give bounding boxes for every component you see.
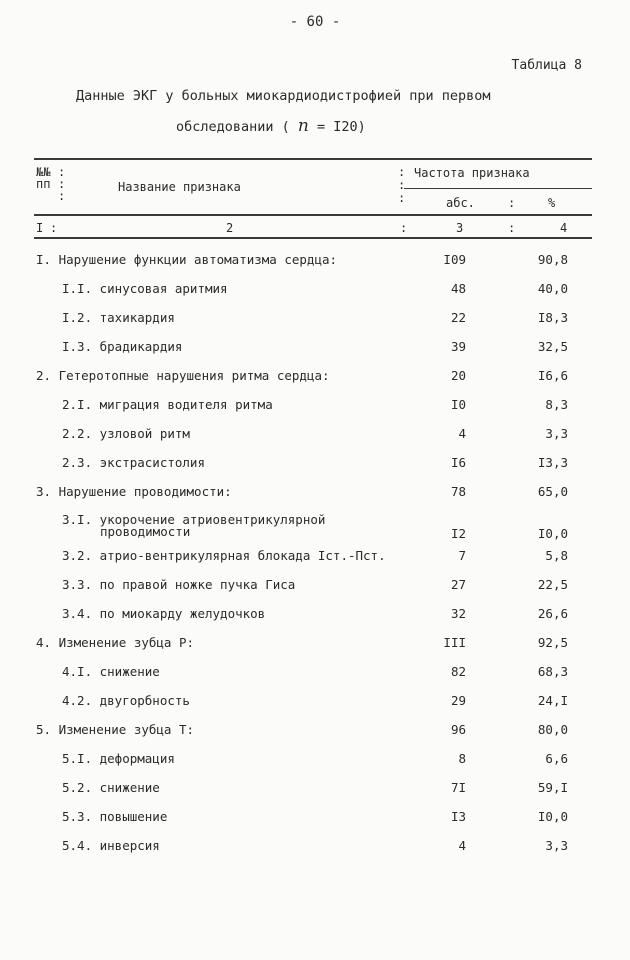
row-label: 2.3. экстрасистолия bbox=[62, 455, 205, 470]
row-percent-value: 3,3 bbox=[545, 838, 568, 853]
row-percent-value: 6,6 bbox=[545, 751, 568, 766]
header-absolute: абс. bbox=[446, 196, 475, 210]
title-text: обследовании ( bbox=[176, 119, 298, 135]
row-percent-value: 26,6 bbox=[537, 606, 568, 621]
row-percent-value: I0,0 bbox=[537, 809, 568, 824]
row-absolute-value: 22 bbox=[450, 310, 466, 325]
row-percent-value: I0,0 bbox=[537, 526, 568, 541]
page-number: - 60 - bbox=[289, 14, 341, 30]
header-name: Название признака bbox=[118, 180, 241, 194]
row-absolute-value: 96 bbox=[450, 722, 466, 737]
row-label: 5.4. инверсия bbox=[62, 838, 160, 853]
row-label: 5. Изменение зубца Т: bbox=[36, 722, 195, 737]
header-number-line-2: пп bbox=[36, 177, 51, 191]
header-number-line-1: №№ bbox=[36, 165, 51, 179]
row-label: 5.I. деформация bbox=[62, 751, 175, 766]
row-percent-value: 90,8 bbox=[537, 252, 568, 267]
header-bottom-rule bbox=[34, 214, 592, 216]
row-label: 4.2. двугорбность bbox=[62, 693, 190, 708]
table-title-line-2 bbox=[176, 116, 366, 136]
row-absolute-value: I6 bbox=[450, 455, 466, 470]
row-percent-value: 65,0 bbox=[537, 484, 568, 499]
row-absolute-value: 7I bbox=[450, 780, 466, 795]
row-label: 2. Гетеротопные нарушения ритма сердца: bbox=[36, 368, 330, 383]
row-percent-value: I6,6 bbox=[537, 368, 568, 383]
column-number-1: I bbox=[36, 221, 44, 235]
row-percent-value: 5,8 bbox=[545, 548, 568, 563]
row-absolute-value: 27 bbox=[450, 577, 466, 592]
row-absolute-value: I09 bbox=[443, 252, 466, 267]
column-number-2: 2 bbox=[226, 221, 234, 235]
row-absolute-value: 29 bbox=[450, 693, 466, 708]
row-percent-value: 24,I bbox=[537, 693, 568, 708]
header-number-col bbox=[36, 166, 50, 190]
row-absolute-value: 32 bbox=[450, 606, 466, 621]
row-percent-value: 22,5 bbox=[537, 577, 568, 592]
row-label: 3. Нарушение проводимости: bbox=[36, 484, 232, 499]
row-absolute-value: I2 bbox=[450, 526, 466, 541]
header-colon: : : : bbox=[398, 165, 406, 205]
title-n-symbol: n bbox=[297, 116, 309, 136]
row-label: I.2. тахикардия bbox=[62, 310, 175, 325]
column-number-4: 4 bbox=[560, 221, 568, 235]
row-absolute-value: 8 bbox=[458, 751, 466, 766]
row-percent-value: 59,I bbox=[537, 780, 568, 795]
row-percent-value: 68,3 bbox=[537, 664, 568, 679]
header-colon: : : : bbox=[58, 165, 66, 203]
row-absolute-value: I0 bbox=[450, 397, 466, 412]
column-number-colon: : bbox=[400, 221, 408, 235]
row-label: 3.3. по правой ножке пучка Гиса bbox=[62, 577, 296, 592]
row-label: I. Нарушение функции автоматизма сердца: bbox=[36, 252, 338, 267]
title-n-value: = I20) bbox=[308, 119, 366, 135]
column-number-3: 3 bbox=[456, 221, 464, 235]
row-label: I.3. брадикардия bbox=[62, 339, 183, 354]
column-number-rule bbox=[34, 237, 592, 239]
header-percent: % bbox=[548, 196, 556, 210]
row-absolute-value: 20 bbox=[450, 368, 466, 383]
row-absolute-value: I3 bbox=[450, 809, 466, 824]
table-label: Таблица 8 bbox=[511, 58, 582, 73]
column-number-colon: : bbox=[508, 221, 516, 235]
row-percent-value: I8,3 bbox=[537, 310, 568, 325]
row-label: I.I. синусовая аритмия bbox=[62, 281, 228, 296]
row-absolute-value: 4 bbox=[458, 426, 466, 441]
row-label: 3.2. атрио-вентрикулярная блокада Iст.-Пст. bbox=[62, 548, 386, 563]
header-colon: : bbox=[508, 196, 516, 210]
row-absolute-value: III bbox=[443, 635, 466, 650]
table-title-line-1: Данные ЭКГ у больных миокардиодистрофией при первом bbox=[76, 88, 491, 104]
row-label-line-1: 3.I. укорочение атриовентрикулярной bbox=[62, 512, 326, 527]
column-number-colon: : bbox=[50, 221, 58, 235]
row-absolute-value: 39 bbox=[450, 339, 466, 354]
row-absolute-value: 82 bbox=[450, 664, 466, 679]
row-label: 5.3. повышение bbox=[62, 809, 168, 824]
row-label: 4. Изменение зубца Р: bbox=[36, 635, 195, 650]
header-freq-rule bbox=[404, 188, 592, 189]
row-percent-value: 92,5 bbox=[537, 635, 568, 650]
row-percent-value: 8,3 bbox=[545, 397, 568, 412]
row-percent-value: 40,0 bbox=[537, 281, 568, 296]
header-frequency: Частота признака bbox=[414, 166, 530, 180]
row-label: 3.4. по миокарду желудочков bbox=[62, 606, 266, 621]
row-absolute-value: 7 bbox=[458, 548, 466, 563]
row-absolute-value: 78 bbox=[450, 484, 466, 499]
header-top-rule bbox=[34, 158, 592, 160]
row-label: 4.I. снижение bbox=[62, 664, 160, 679]
row-percent-value: 32,5 bbox=[537, 339, 568, 354]
row-absolute-value: 4 bbox=[458, 838, 466, 853]
row-percent-value: 3,3 bbox=[545, 426, 568, 441]
row-label: 2.I. миграция водителя ритма bbox=[62, 397, 273, 412]
row-label-line-2: проводимости bbox=[100, 524, 191, 539]
row-label: 2.2. узловой ритм bbox=[62, 426, 190, 441]
row-percent-value: I3,3 bbox=[537, 455, 568, 470]
row-label: 5.2. снижение bbox=[62, 780, 160, 795]
row-percent-value: 80,0 bbox=[537, 722, 568, 737]
row-label bbox=[62, 514, 325, 538]
row-absolute-value: 48 bbox=[450, 281, 466, 296]
